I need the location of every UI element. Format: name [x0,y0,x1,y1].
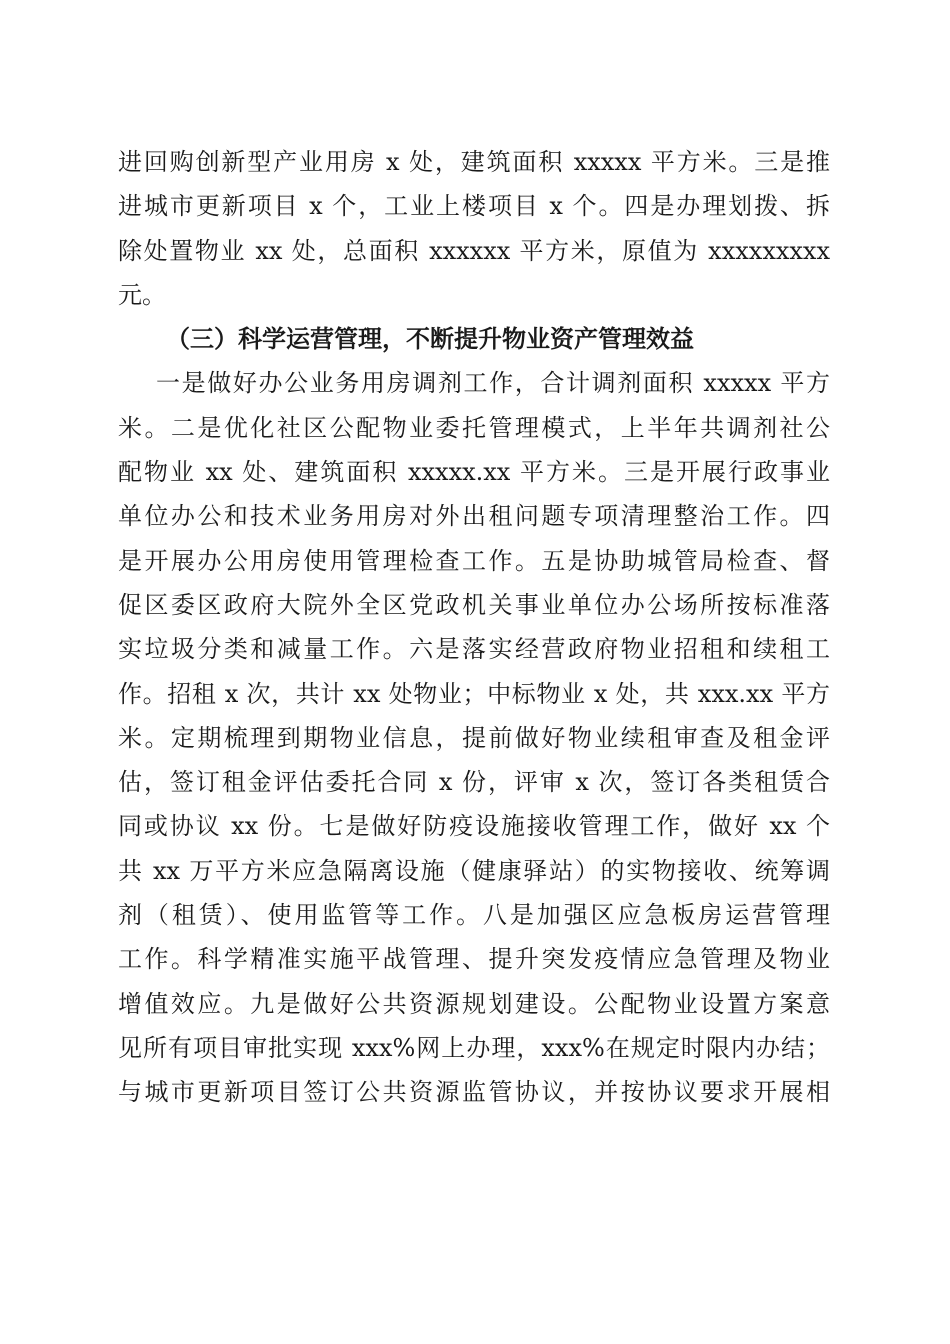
paragraph-line: 配物业 xx 处、建筑面积 xxxxx.xx 平方米。三是开展行政事业 [118,458,830,487]
paragraph-line: 作。招租 x 次，共计 xx 处物业；中标物业 x 处，共 xxx.xx 平方 [118,679,830,708]
paragraph-line: 实垃圾分类和减量工作。六是落实经营政府物业招租和续租工 [118,635,830,664]
paragraph-line: 除处置物业 xx 处，总面积 xxxxxx 平方米，原值为 xxxxxxxxx [118,236,830,265]
paragraph-line: 单位办公和技术业务用房对外出租问题专项清理整治工作。四 [118,502,830,531]
paragraph-line: 米。二是优化社区公配物业委托管理模式，上半年共调剂社公 [118,413,830,442]
section-heading: （三）科学运营管理，不断提升物业资产管理效益 [166,324,694,354]
paragraph-line: 一是做好办公业务用房调剂工作，合计调剂面积 xxxxx 平方 [156,369,830,398]
paragraph-line: 促区委区政府大院外全区党政机关事业单位办公场所按标准落 [118,590,830,619]
paragraph-line: 元。 [118,280,166,309]
paragraph-line: 进回购创新型产业用房 x 处，建筑面积 xxxxx 平方米。三是推 [118,148,830,176]
paragraph-line: 增值效应。九是做好公共资源规划建设。公配物业设置方案意 [118,989,830,1018]
paragraph-line: 米。定期梳理到期物业信息，提前做好物业续租审查及租金评 [118,723,830,752]
paragraph-line: 是开展办公用房使用管理检查工作。五是协助城管局检查、督 [118,546,830,575]
document-body [118,140,830,1115]
paragraph-line: 见所有项目审批实现 xxx%网上办理，xxx%在规定时限内办结； [118,1033,830,1062]
paragraph-line: 剂（租赁）、使用监管等工作。八是加强区应急板房运营管理 [118,901,830,930]
paragraph-line: 估，签订租金评估委托合同 x 份，评审 x 次，签订各类租赁合 [118,768,830,797]
paragraph-line: 与城市更新项目签订公共资源监管协议，并按协议要求开展相 [118,1078,830,1107]
paragraph-line: 同或协议 xx 份。七是做好防疫设施接收管理工作，做好 xx 个 [118,812,830,841]
paragraph-line: 工作。科学精准实施平战管理、提升突发疫情应急管理及物业 [118,945,830,974]
paragraph-line: 共 xx 万平方米应急隔离设施（健康驿站）的实物接收、统筹调 [118,856,830,885]
paragraph-line: 进城市更新项目 x 个，工业上楼项目 x 个。四是办理划拨、拆 [118,192,830,221]
